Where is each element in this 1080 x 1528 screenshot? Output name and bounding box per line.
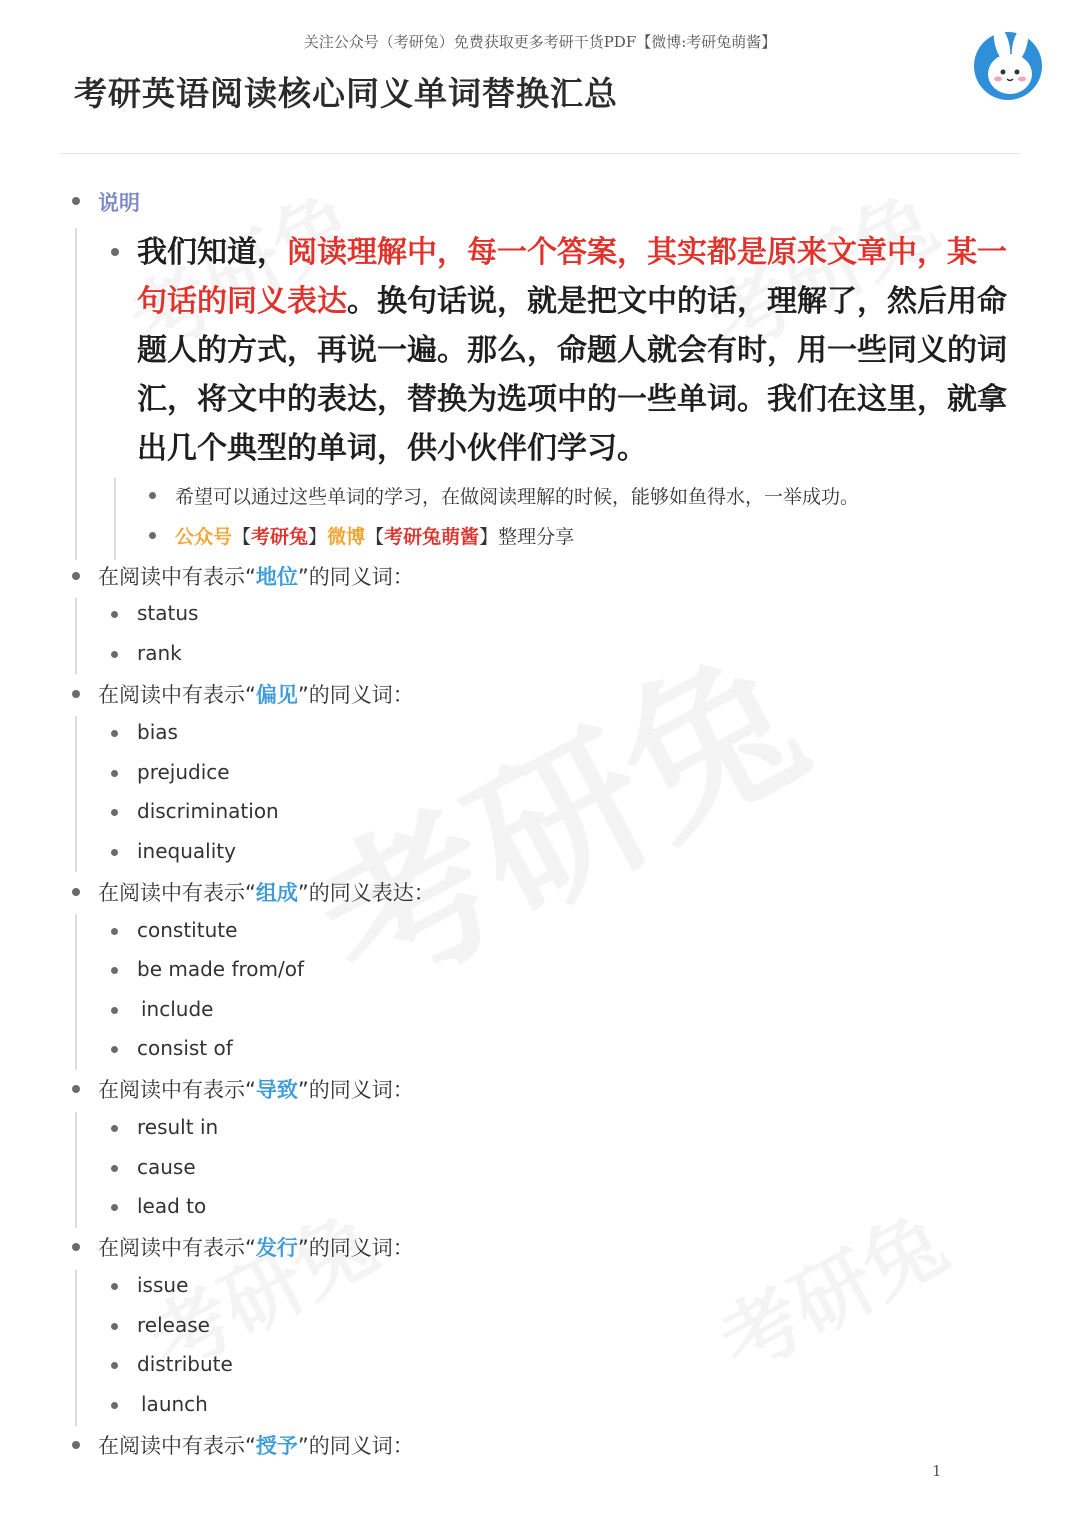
top-note: 关注公众号（考研兔）免费获取更多考研干货PDF【微博:考研兔萌酱】	[303, 33, 777, 51]
bullet-dot	[72, 690, 80, 698]
bullet-dot	[111, 809, 118, 816]
bullet-dot	[111, 1283, 118, 1290]
intro-note: 希望可以通过这些单词的学习，在做阅读理解的时候，能够如鱼得水，一举成功。	[175, 486, 860, 508]
indent-line	[114, 478, 116, 560]
bullet-dot	[72, 1085, 80, 1093]
bullet-dot	[72, 1441, 80, 1449]
bullet-dot	[149, 492, 156, 499]
page-title: 考研英语阅读核心同义单词替换汇总	[74, 74, 618, 113]
word-item: result in	[137, 1115, 219, 1139]
word-item: status	[137, 601, 199, 625]
bullet-dot	[111, 730, 118, 737]
bullet-dot	[111, 1402, 118, 1409]
page-number: 1	[932, 1462, 942, 1480]
indent-line	[75, 914, 77, 1070]
source-note: 公众号【考研兔】微博【考研兔萌酱】整理分享	[175, 526, 575, 548]
bullet-dot	[149, 532, 156, 539]
bullet-dot	[111, 1165, 118, 1172]
bullet-dot	[111, 967, 118, 974]
indent-line	[75, 598, 77, 674]
rabbit-logo-icon	[966, 22, 1050, 106]
bullet-dot	[111, 248, 119, 256]
word-item: distribute	[137, 1352, 233, 1376]
bullet-dot	[72, 197, 80, 205]
indent-line	[75, 716, 77, 872]
intro-label: 说明	[98, 191, 140, 215]
word-item: inequality	[137, 839, 236, 863]
word-item: constitute	[137, 918, 238, 942]
word-item: include	[141, 997, 214, 1021]
word-item: prejudice	[137, 760, 230, 784]
bullet-dot	[111, 1362, 118, 1369]
word-item: release	[137, 1313, 210, 1337]
word-item: bias	[137, 720, 178, 744]
bullet-dot	[111, 770, 118, 777]
word-item: lead to	[137, 1194, 207, 1218]
bullet-dot	[111, 1125, 118, 1132]
bullet-dot	[72, 888, 80, 896]
bullet-dot	[111, 928, 118, 935]
section-heading: 在阅读中有表示“组成”的同义表达：	[98, 881, 435, 905]
word-item: issue	[137, 1273, 189, 1297]
bullet-dot	[111, 611, 118, 618]
bullet-dot	[72, 1243, 80, 1251]
section-heading: 在阅读中有表示“导致”的同义词：	[98, 1078, 414, 1102]
title-divider	[60, 153, 1020, 154]
watermark	[272, 585, 837, 1041]
section-heading: 在阅读中有表示“地位”的同义词：	[98, 565, 414, 589]
watermark	[697, 1180, 963, 1394]
bullet-dot	[111, 1204, 118, 1211]
section-heading: 在阅读中有表示“偏见”的同义词：	[98, 683, 414, 707]
bullet-dot	[111, 1323, 118, 1330]
bullet-dot	[111, 849, 118, 856]
indent-line	[75, 228, 77, 560]
intro-paragraph: 我们知道，阅读理解中，每一个答案，其实都是原来文章中，某一句话的同义表达。换句话说，就是把文中的话，理解了，然后用命题人的方式，再说一遍。那么，命题人就会有时，用一些同义的词汇，将文中的表达，替换为选项中的一些单词。我们在这里，就拿出几个典型的单词，供小伙伴们学习。	[137, 235, 1007, 466]
indent-line	[75, 1112, 77, 1228]
section-heading: 在阅读中有表示“发行”的同义词：	[98, 1236, 414, 1260]
bullet-dot	[111, 651, 118, 658]
bullet-dot	[111, 1007, 118, 1014]
word-item: launch	[141, 1392, 208, 1416]
bullet-dot	[72, 572, 80, 580]
word-item: consist of	[137, 1036, 233, 1060]
bullet-dot	[111, 1046, 118, 1053]
word-item: discrimination	[137, 799, 279, 823]
indent-line	[75, 1270, 77, 1426]
section-heading: 在阅读中有表示“授予”的同义词：	[98, 1434, 414, 1458]
word-item: be made from/of	[137, 957, 305, 981]
word-item: rank	[137, 641, 182, 665]
word-item: cause	[137, 1155, 196, 1179]
